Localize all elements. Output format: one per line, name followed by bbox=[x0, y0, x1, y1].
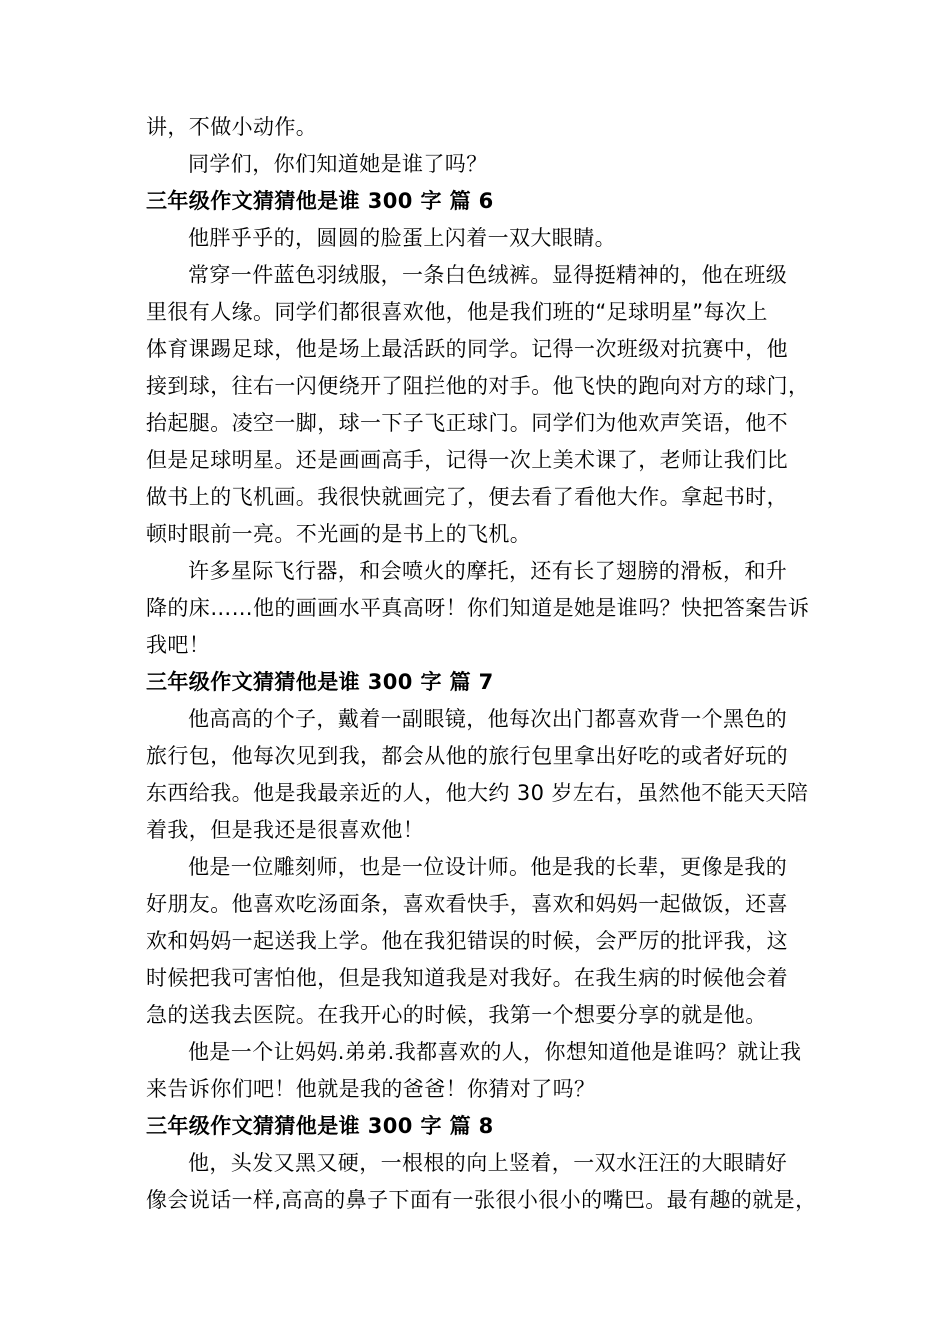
article-body bbox=[146, 109, 826, 1219]
text-line: 来告诉你们吧！他就是我的爸爸！你猜对了吗？ bbox=[146, 1077, 596, 1101]
text-line: 东西给我。他是我最亲近的人，他大约 30 岁左右，虽然他不能天天陪 bbox=[146, 781, 809, 805]
section-heading: 三年级作文猜猜他是谁 300 字 篇 6 bbox=[146, 189, 494, 213]
paragraph bbox=[146, 849, 826, 1034]
text-line: 体育课踢足球，他是场上最活跃的同学。记得一次班级对抗赛中，他 bbox=[146, 337, 788, 361]
text-line: 我吧！ bbox=[146, 633, 211, 657]
text-line: 顿时眼前一亮。不光画的是书上的飞机。 bbox=[146, 522, 532, 546]
text-line: 旅行包，他每次见到我，都会从他的旅行包里拿出好吃的或者好玩的 bbox=[146, 744, 788, 768]
paragraph bbox=[146, 257, 826, 553]
text-line: 像会说话一样,高高的鼻子下面有一张很小很小的嘴巴。最有趣的就是， bbox=[146, 1188, 817, 1212]
paragraph bbox=[146, 1145, 826, 1219]
text-line: 时候把我可害怕他，但是我知道我是对我好。在我生病的时候他会着 bbox=[146, 966, 788, 990]
paragraph bbox=[146, 701, 826, 849]
text-line: 他是一个让妈妈.弟弟.我都喜欢的人，你想知道他是谁吗？就让我 bbox=[188, 1040, 802, 1064]
text-line: 但是足球明星。还是画画高手，记得一次上美术课了，老师让我们比 bbox=[146, 448, 788, 472]
text-line: 他高高的个子，戴着一副眼镜，他每次出门都喜欢背一个黑色的 bbox=[188, 707, 788, 731]
paragraph bbox=[146, 146, 826, 183]
text-line: 许多星际飞行器，和会喷火的摩托，还有长了翅膀的滑板，和升 bbox=[188, 559, 788, 583]
text-line: 急的送我去医院。在我开心的时候，我第一个想要分享的就是他。 bbox=[146, 1003, 767, 1027]
text-line: 他，头发又黑又硬，一根根的向上竖着，一双水汪汪的大眼睛好 bbox=[188, 1151, 788, 1175]
section-heading: 三年级作文猜猜他是谁 300 字 篇 8 bbox=[146, 1114, 494, 1138]
text-line: 他胖乎乎的，圆圆的脸蛋上闪着一双大眼睛。 bbox=[188, 226, 616, 250]
paragraph bbox=[146, 1034, 826, 1108]
text-line: 着我，但是我还是很喜欢他！ bbox=[146, 818, 425, 842]
text-line: 好朋友。他喜欢吃汤面条，喜欢看快手，喜欢和妈妈一起做饭，还喜 bbox=[146, 892, 788, 916]
paragraph bbox=[146, 109, 826, 146]
text-line: 抬起腿。凌空一脚，球一下子飞正球门。同学们为他欢声笑语，他不 bbox=[146, 411, 788, 435]
text-line: 降的床……他的画画水平真高呀！你们知道是她是谁吗？快把答案告诉 bbox=[146, 596, 810, 620]
text-line: 同学们，你们知道她是谁了吗？ bbox=[188, 152, 488, 176]
text-line: 欢和妈妈一起送我上学。他在我犯错误的时候，会严厉的批评我，这 bbox=[146, 929, 788, 953]
text-line: 讲，不做小动作。 bbox=[146, 115, 318, 139]
section-heading: 三年级作文猜猜他是谁 300 字 篇 7 bbox=[146, 670, 494, 694]
text-line: 他是一位雕刻师，也是一位设计师。他是我的长辈，更像是我的 bbox=[188, 855, 788, 879]
paragraph bbox=[146, 220, 826, 257]
paragraph bbox=[146, 553, 826, 664]
text-line: 常穿一件蓝色羽绒服，一条白色绒裤。显得挺精神的，他在班级 bbox=[188, 263, 788, 287]
text-line: 做书上的飞机画。我很快就画完了，便去看了看他大作。拿起书时， bbox=[146, 485, 788, 509]
text-line: 里很有人缘。同学们都很喜欢他，他是我们班的“足球明星”每次上 bbox=[146, 300, 768, 324]
text-line: 接到球，往右一闪便绕开了阻拦他的对手。他飞快的跑向对方的球门， bbox=[146, 374, 810, 398]
